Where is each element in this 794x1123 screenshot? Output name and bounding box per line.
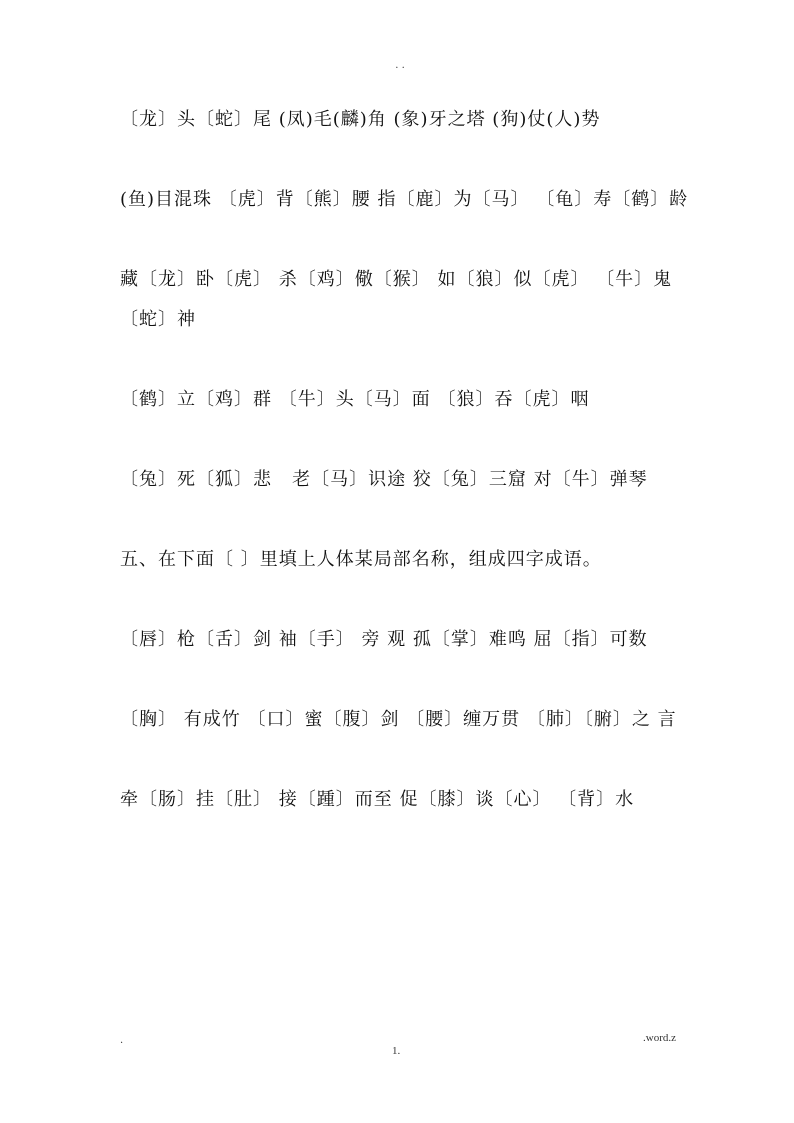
paragraph-3: 藏〔龙〕卧〔虎〕 杀〔鸡〕儆〔猴〕 如〔狼〕似〔虎〕 〔牛〕鬼〔蛇〕神	[120, 269, 673, 330]
footer-watermark-text: .word.z	[643, 1032, 676, 1044]
paragraph-8: 〔胸〕 有成竹 〔口〕蜜〔腹〕剑 〔腰〕缠万贯 〔肺〕〔腑〕之 言	[120, 709, 677, 730]
paragraph-2: (鱼)目混珠 〔虎〕背〔熊〕腰 指〔鹿〕为〔马〕 〔龟〕寿〔鹤〕龄	[120, 189, 689, 210]
paragraph-7: 〔唇〕枪〔舌〕剑 袖〔手〕 旁 观 孤〔掌〕难鸣 屈〔指〕可数	[120, 629, 648, 650]
paragraph-1: 〔龙〕头〔蛇〕尾 (凤)毛(麟)角 (象)牙之塔 (狗)仗(人)势	[120, 109, 601, 130]
document-body	[120, 100, 690, 820]
footer-left-mark: .	[120, 1035, 124, 1046]
paragraph-9: 牵〔肠〕挂〔肚〕 接〔踵〕而至 促〔膝〕谈〔心〕 〔背〕水	[120, 789, 635, 810]
header-mark: . .	[395, 60, 405, 71]
section-heading: 五、在下面〔 〕里填上人体某局部名称，组成四字成语。	[120, 549, 602, 570]
page-number: 1.	[392, 1045, 401, 1057]
paragraph-4: 〔鹤〕立〔鸡〕群 〔牛〕头〔马〕面 〔狼〕吞〔虎〕咽	[120, 389, 590, 410]
paragraph-5: 〔兔〕死〔狐〕悲 老〔马〕识途 狡〔兔〕三窟 对〔牛〕弹琴	[120, 469, 648, 490]
